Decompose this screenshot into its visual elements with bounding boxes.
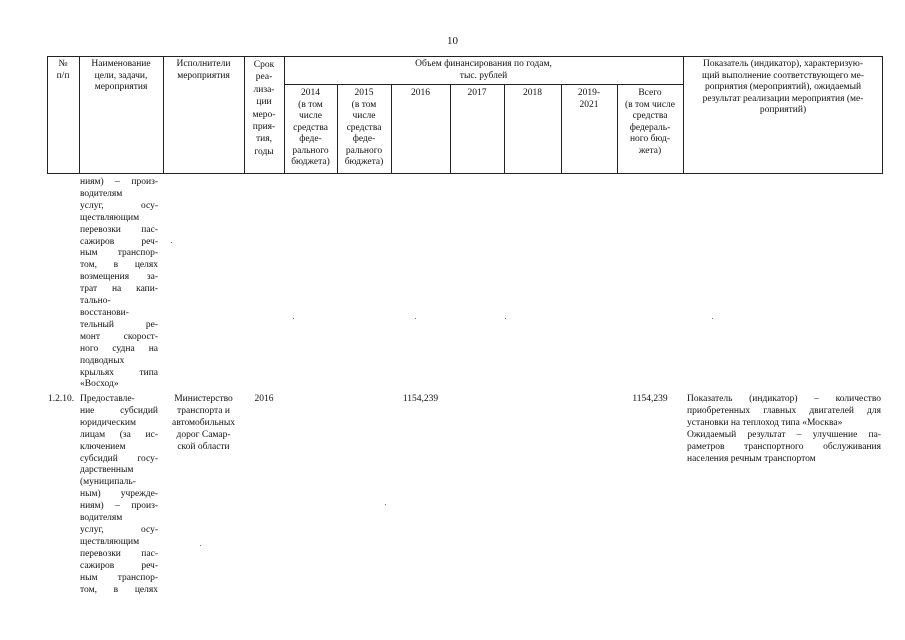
scan-speck [415, 318, 416, 319]
row-1210-term: 2016 [254, 394, 274, 404]
header-funding-title: Объем финансирования по годам, тыс. рублей [415, 59, 552, 81]
row-1210-total: 1154,239 [632, 394, 668, 404]
scan-speck [385, 504, 386, 505]
grid-col11-line [683, 56, 684, 174]
row-1210-value-2016: 1154,239 [402, 394, 439, 404]
scan-speck [293, 318, 294, 319]
grid-right-line [882, 56, 883, 174]
continued-row-name: ниям) – произ- водителям услуг, осу- ществляющим перевозки пас- сажиров реч- ным транспор- том, в целях возмещения за- трат на капи- тально- восстанови- тельный ре- монт скорост- ного судна на подводных крыльях типа «Восход» [80, 177, 158, 390]
header-total: Всего (в том числе средства федераль- ного бюд- жета) [624, 88, 676, 156]
scan-speck [200, 545, 201, 546]
header-2019-2021: 2019- 2021 [577, 88, 601, 110]
header-name: Наименование цели, задачи, мероприятия [91, 59, 151, 92]
header-2015: 2015 (в том числе средства феде- рального бюджета) [344, 88, 384, 167]
scan-speck [505, 318, 506, 319]
grid-header-bottom-line [47, 173, 883, 174]
header-2014: 2014 (в том числе средства феде- рального бюджета) [291, 88, 330, 167]
header-num: № п/п [56, 59, 70, 81]
row-1210-indicator: Показатель (индикатор) – количество приобретенных главных двигателей для установки на теплоход типа «Москва» Ожидаемый результат – улучшение па- раметров транспортного обслуживания населения речным транспортом [687, 394, 881, 464]
row-1210-name: Предоставле- ние субсидий юридическим лицам (за ис- ключением субсидий госу- дарственным (муниципаль- ным) учрежде- ниям) – произ- водителям услуг, осу- ществляющим перевозки пас- сажиров реч- ным транспор- том, в целях [80, 394, 158, 595]
header-term: Срок реа- лиза- ции меро- прия- тия, годы [252, 60, 276, 157]
header-2018: 2018 [523, 88, 542, 98]
row-1210-number: 1.2.10. [48, 394, 75, 404]
header-executors: Исполнители мероприятия [176, 59, 231, 81]
row-1210-executor: Министерство транспорта и автомобильных дорог Самар- ской области [171, 394, 236, 452]
header-2016: 2016 [411, 88, 430, 98]
scan-speck [712, 318, 713, 319]
header-indicator: Показатель (индикатор), характеризую- щий выполнение соответствующего ме- роприятия (мероприятий), ожидаемый результат реализации мероприятия (ме- роприятий) [702, 59, 864, 115]
scan-speck [171, 242, 172, 243]
header-2017: 2017 [467, 88, 487, 98]
grid-top-line [47, 56, 883, 57]
grid-funding-sub-line [284, 84, 683, 85]
page-number: 10 [447, 35, 458, 47]
